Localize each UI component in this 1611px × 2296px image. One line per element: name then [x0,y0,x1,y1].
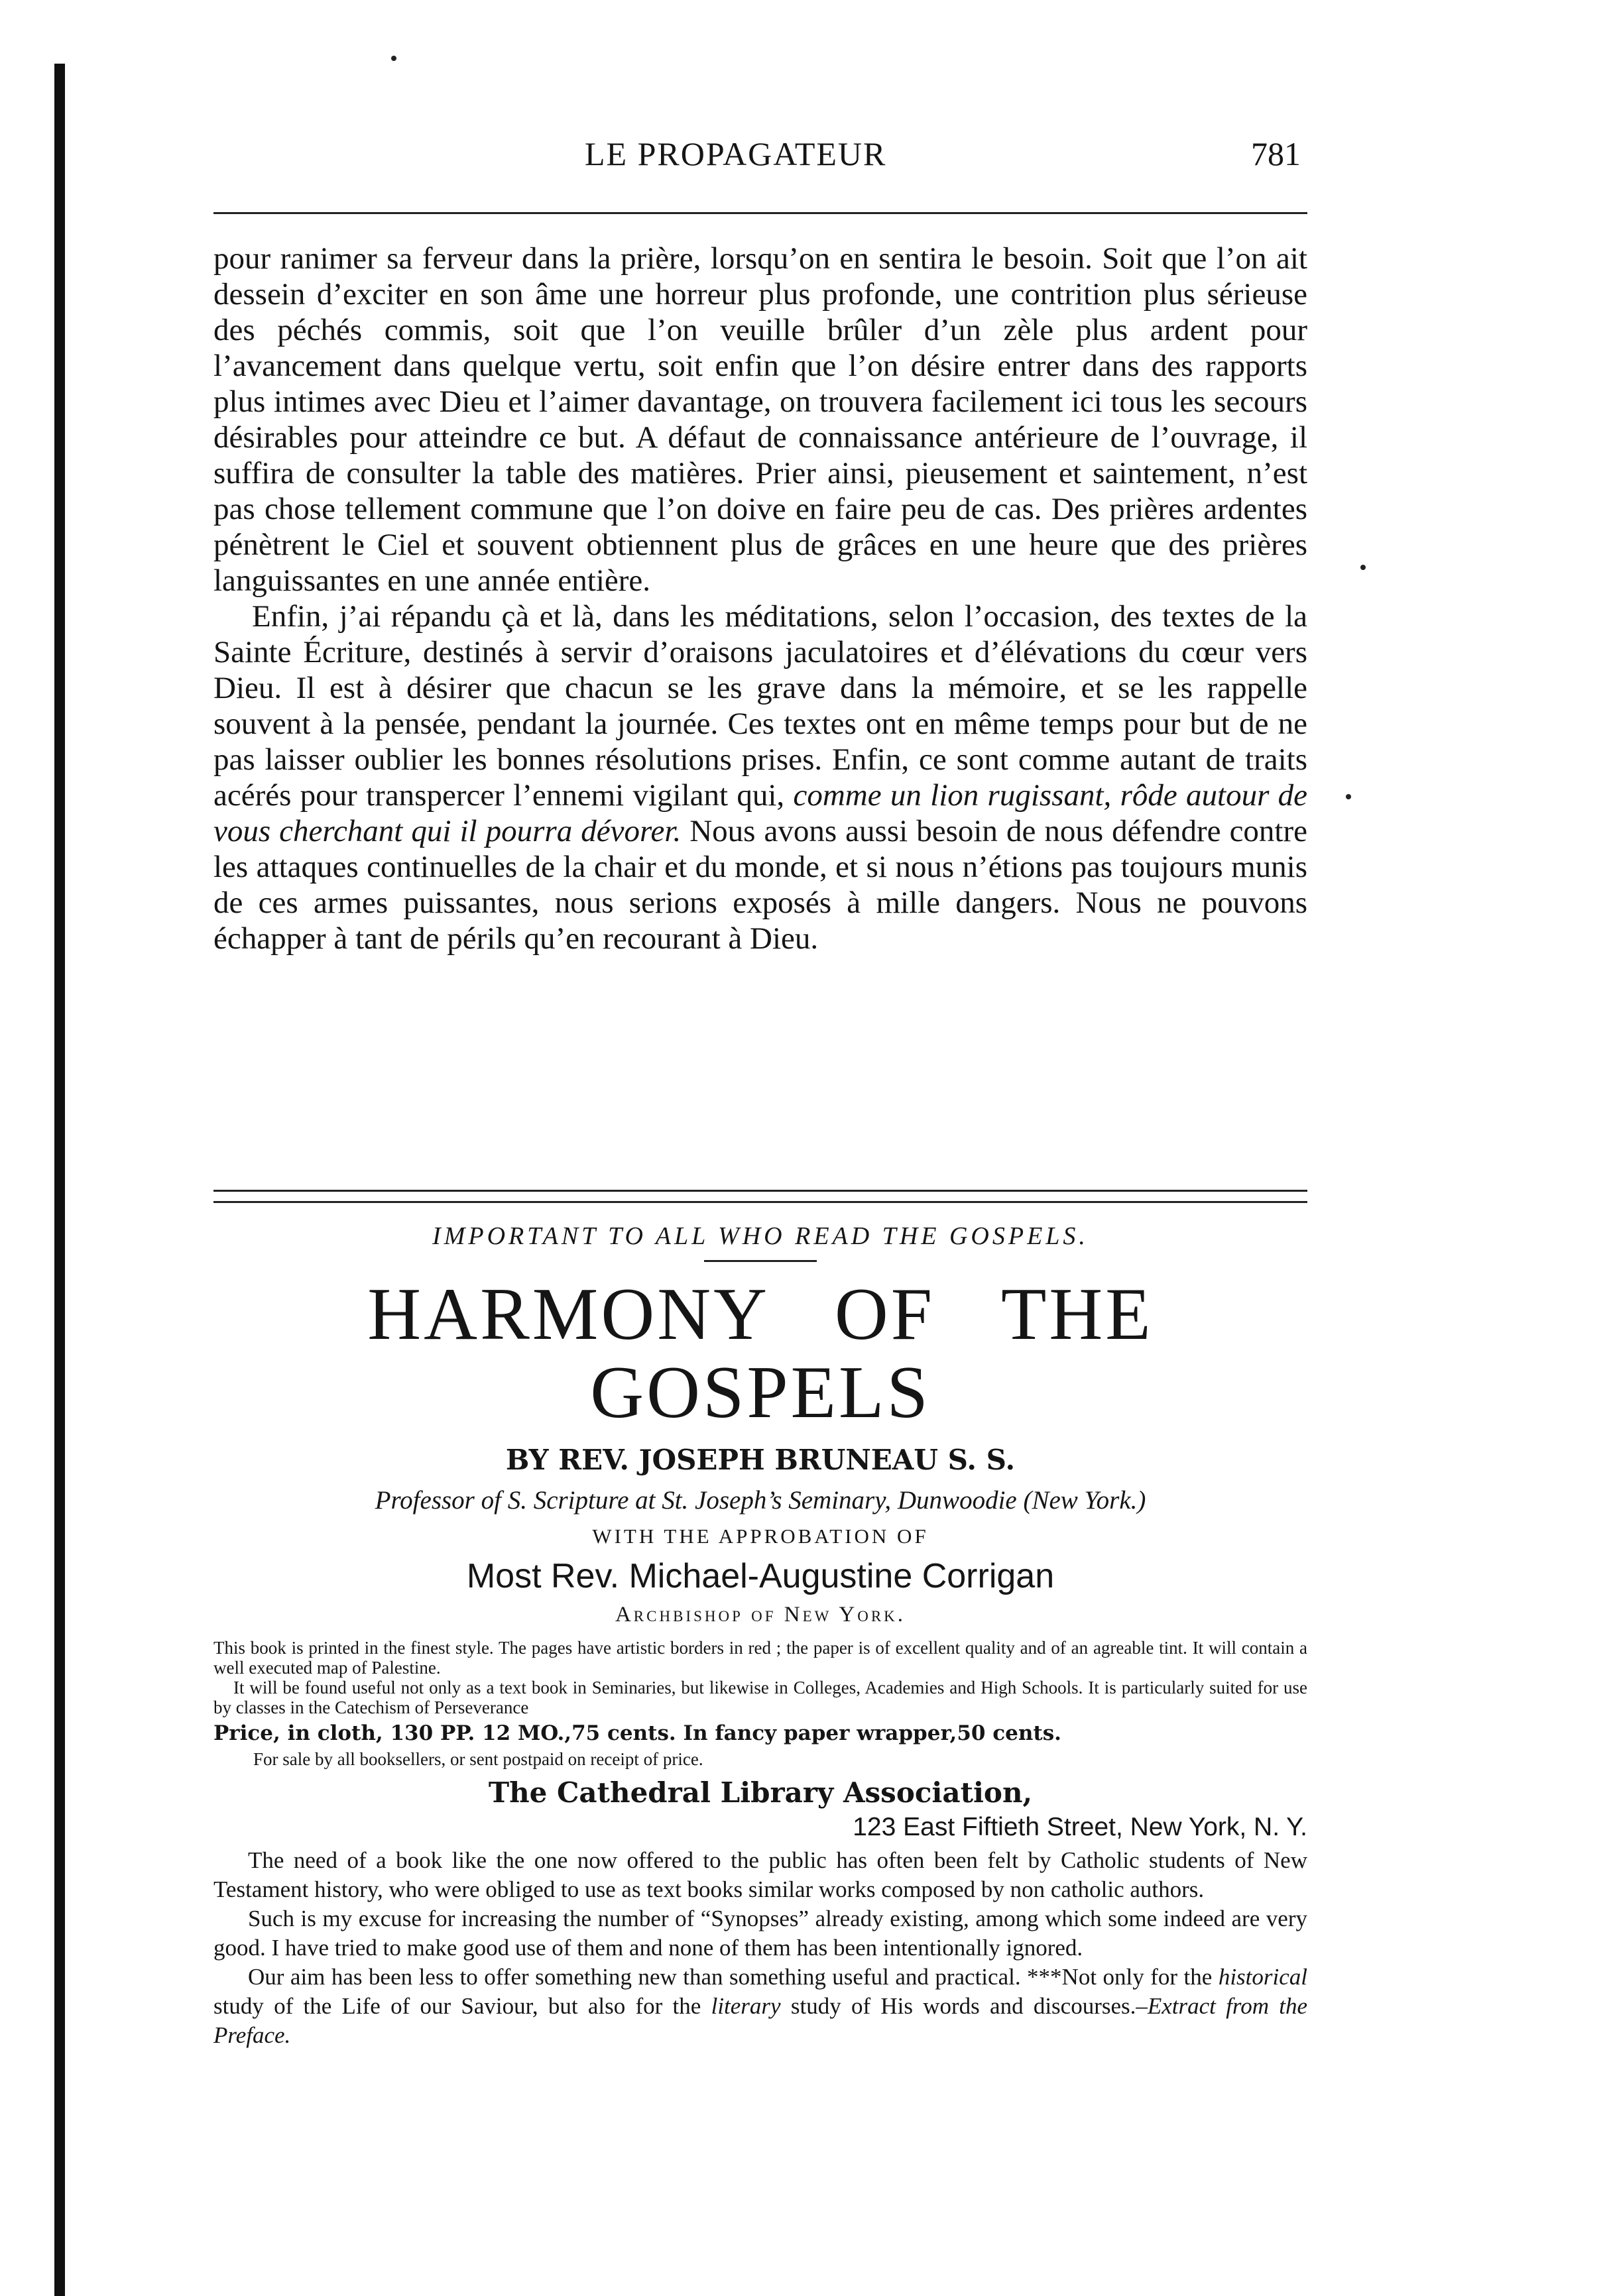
preface-text: study of the Life of our Saviour, but also for the [213,1993,701,2019]
page-number: 781 [1251,135,1301,172]
preface-paragraph: Such is my excuse for increasing the number of “Synopses” already existing, among which some indeed are very good. I have tried to make good use of them and none of them has been intentionally ignored. [213,1906,1307,1961]
preface-paragraph [213,1963,1307,2050]
section-divider [213,1190,1307,1203]
scan-speck [1360,565,1366,570]
approver-title: Archbishop of New York. [615,1603,906,1627]
preface-source: Extract from the Preface. [213,1993,1308,2048]
article-text: Nous avons aussi besoin de nous défendre contre les attaques continuelles de la chair et du monde, et si nous n’étions pas toujours munis de ces armes puissantes, nous serions exposés à mille dangers. Nous ne pouvons échapper à tant de périls qu’en recourant à Dieu. [213,814,1307,956]
description-paragraph: It will be found useful not only as a text book in Seminaries, but likewise in Colleges, Academies and High Schools. It is particularly suited for use by classes in the Catechism of Perseverance [213,1678,1307,1717]
scan-edge-shadow [54,64,65,2296]
article-body [213,241,1307,956]
scan-speck [1346,794,1351,799]
sale-note: For sale by all booksellers, or sent postpaid on receipt of price. [253,1749,703,1769]
running-title: LE PROPAGATEUR [585,135,887,172]
preface-text: Our aim has been less to offer something new than something useful and practical. ***Not only for the [248,1964,1213,1990]
book-author: BY REV. JOSEPH BRUNEAU S. S. [505,1444,1016,1476]
article-paragraph: pour ranimer sa ferveur dans la prière, lorsqu’on en sentira le besoin. Soit que l’on ait dessein d’exciter en son âme une horreur plus profonde, une contrition plus sérieuse des péchés commis, soit que l’on veuille brûler d’un zèle plus ardent pour l’avancement dans quelque vertu, soit enfin que l’on désire entrer dans des rapports plus intimes avec Dieu et l’aimer davantage, on trouvera facilement ici tous les secours désirables pour atteindre ce but. A défaut de connaissance antérieure de l’ouvrage, il suffira de consulter la table des matières. Prier ainsi, pieusement et saintement, n’est pas chose tellement commune que l’on doive en faire peu de cas. Des prières ardentes pénètrent le Ciel et souvent obtiennent plus de grâces en une heure que des prières languissantes en une année entière. [213,241,1307,598]
preface-extract [213,1846,1307,2050]
ad-tagline: IMPORTANT TO ALL WHO READ THE GOSPELS. [432,1222,1089,1250]
scan-speck [391,56,396,61]
description-paragraph: This book is printed in the finest style. The pages have artistic borders in red ; the paper is of excellent quality and of an agreable tint. It will contain a well executed map of Palestine. [213,1638,1307,1678]
page-header [213,129,1307,182]
preface-emphasis: literary [711,1993,781,2019]
tagline-rule [704,1260,817,1262]
book-advertisement [213,1216,1307,2050]
approver-name: Most Rev. Michael-Augustine Corrigan [466,1557,1055,1595]
book-price: Price, in cloth, 130 PP. 12 MO.,75 cents. In fancy paper wrapper,50 cents. [213,1721,1061,1745]
publisher-address: 123 East Fiftieth Street, New York, N. Y. [853,1813,1307,1841]
preface-text: study of His words and discourses.– [790,1993,1148,2019]
article-paragraph [213,599,1307,956]
author-position: Professor of S. Scripture at St. Joseph’s Seminary, Dunwoodie (New York.) [375,1486,1146,1515]
publisher-name: The Cathedral Library Association, [488,1776,1033,1809]
approbation-label: WITH THE APPROBATION OF [592,1524,929,1548]
book-title: HARMONY OF THE GOSPELS [367,1273,1154,1434]
preface-paragraph: The need of a book like the one now offered to the public has often been felt by Catholic students of New Testament history, who were obliged to use as text books similar works composed by non catholic authors. [213,1847,1307,1902]
preface-emphasis: historical [1218,1964,1308,1990]
page [213,129,1308,2048]
scripture-quote: comme un lion rugissant, rôde autour de vous cherchant qui il pourra dévorer. [213,778,1308,848]
header-rule [213,212,1307,214]
book-description [213,1638,1307,1717]
article-text: Enfin, j’ai répandu çà et là, dans les méditations, selon l’occasion, des textes de la Sainte Écriture, destinés à servir d’oraisons jaculatoires et d’élévations du cœur vers Dieu. Il est à désirer que chacun se les grave dans la mémoire, et se les rappelle souvent à la pensée, pendant la journée. Ces textes ont en même temps pour but de ne pas laisser oublier les bonnes résolutions prises. Enfin, ce sont comme autant de traits acérés pour transpercer l’ennemi vigilant qui, [213,599,1307,813]
